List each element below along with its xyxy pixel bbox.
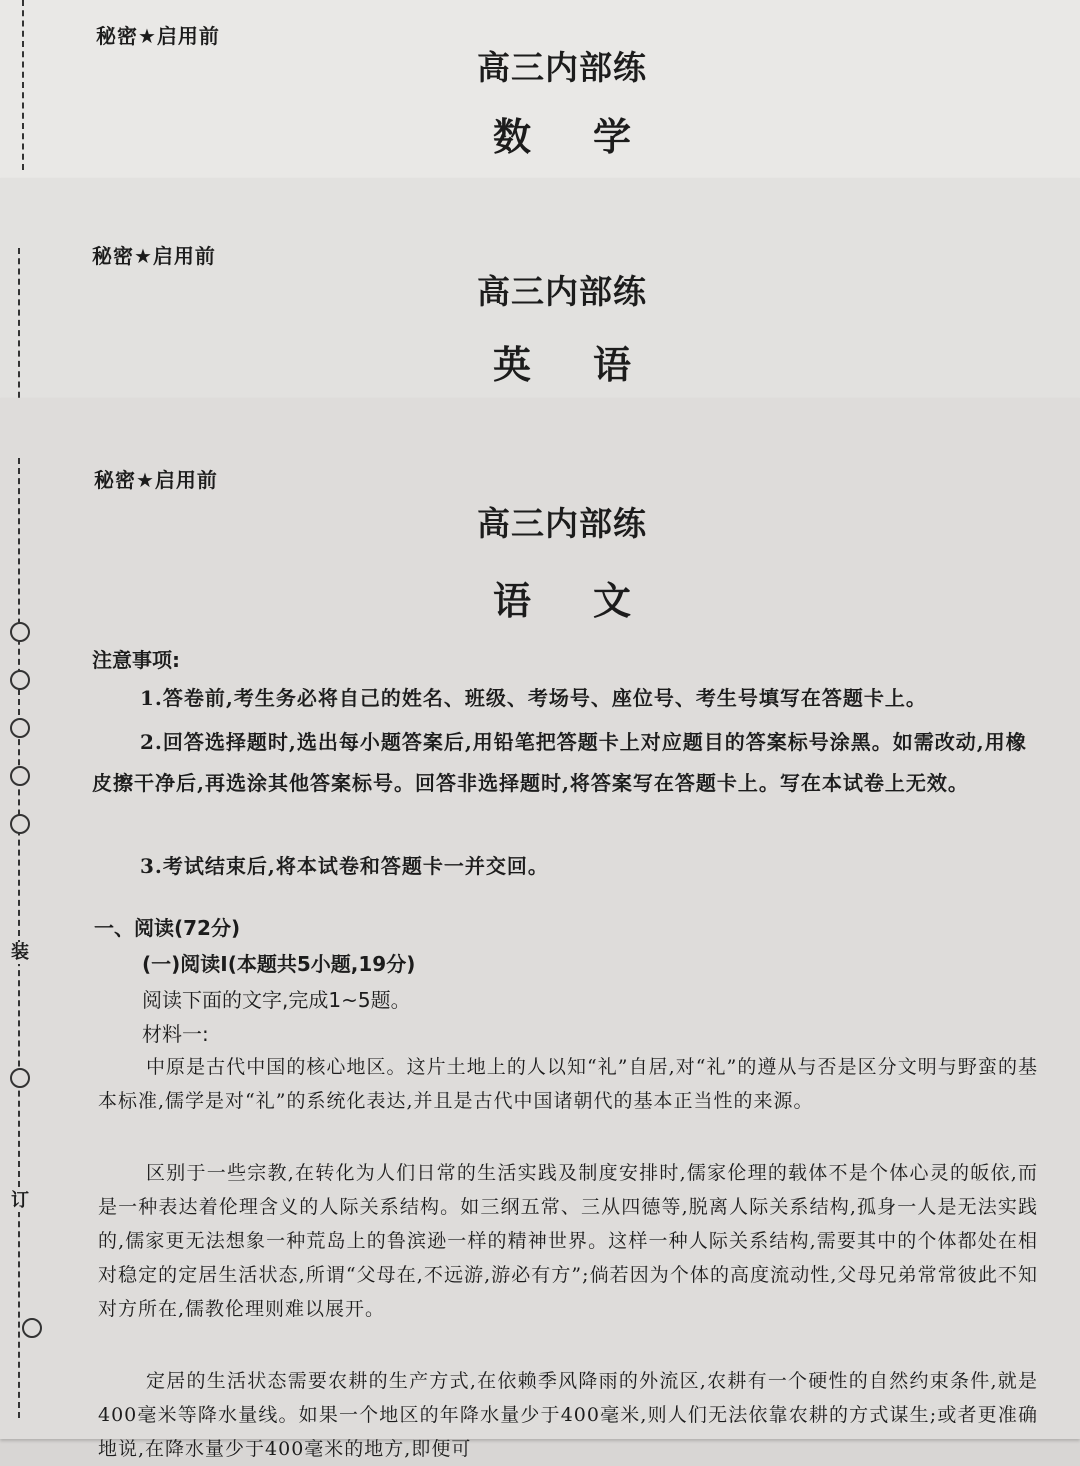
binding-hole	[10, 814, 30, 834]
subject-title: 英语	[492, 343, 693, 387]
binding-mark-ding: 订	[11, 1190, 29, 1211]
subject-title: 数学	[492, 115, 693, 159]
binding-hole	[10, 766, 30, 786]
subsection-title: (一)阅读Ⅰ(本题共5小题,19分)	[142, 952, 416, 976]
binding-hole	[10, 622, 30, 642]
section-title: 一、阅读(72分)	[94, 916, 241, 940]
english-exam-sheet	[0, 178, 1080, 418]
binding-dash-line	[18, 248, 20, 408]
notice-item-3: 3.考试结束后,将本试卷和答题卡一并交回。	[140, 854, 549, 878]
secret-mark: 秘密★启用前	[92, 244, 216, 268]
binding-hole	[22, 1318, 42, 1338]
secret-mark: 秘密★启用前	[96, 24, 220, 48]
notice-title: 注意事项:	[92, 648, 180, 672]
material-label: 材料一:	[142, 1022, 209, 1046]
chinese-exam-sheet	[0, 398, 1080, 1460]
exam-series-title: 高三内部练	[477, 272, 647, 311]
reading-instruction: 阅读下面的文字,完成1~5题。	[142, 988, 411, 1012]
reading-paragraph-1: 中原是古代中国的核心地区。这片土地上的人以知“礼”自居,对“礼”的遵从与否是区分文明与野蛮的基本标准,儒学是对“礼”的系统化表达,并且是古代中国诸朝代的基本正当性的来源。	[98, 1056, 1038, 1112]
binding-dash-line	[18, 458, 20, 1418]
binding-dash-line	[22, 0, 24, 170]
secret-mark: 秘密★启用前	[94, 468, 218, 492]
binding-hole	[10, 670, 30, 690]
binding-mark-zhuang: 装	[11, 942, 29, 963]
exam-series-title: 高三内部练	[477, 48, 647, 87]
reading-paragraph-2: 区别于一些宗教,在转化为人们日常的生活实践及制度安排时,儒家伦理的载体不是个体心灵的皈依,而是一种表达着伦理含义的人际关系结构。如三纲五常、三从四德等,脱离人际关系结构,孤身一人是无法实践的,儒家更无法想象一种荒岛上的鲁滨逊一样的精神世界。这样一种人际关系结构,需要其中的个体都处在相对稳定的定居生活状态,所谓“父母在,不远游,游必有方”;倘若因为个体的高度流动性,父母兄弟常常彼此不知对方所在,儒教伦理则难以展开。	[98, 1162, 1038, 1320]
reading-paragraph-3: 定居的生活状态需要农耕的生产方式,在依赖季风降雨的外流区,农耕有一个硬性的自然约束条件,就是400毫米等降水量线。如果一个地区的年降水量少于400毫米,则人们无法依靠农耕的方式谋生;或者更准确地说,在降水量少于400毫米的地方,即便可	[98, 1370, 1038, 1460]
binding-hole	[10, 718, 30, 738]
subject-title: 语文	[492, 579, 693, 623]
exam-series-title: 高三内部练	[477, 504, 647, 543]
math-exam-sheet	[0, 0, 1080, 200]
notice-item-1: 1.答卷前,考生务必将自己的姓名、班级、考场号、座位号、考生号填写在答题卡上。	[140, 686, 927, 710]
notice-item-2: 2.回答选择题时,选出每小题答案后,用铅笔把答题卡上对应题目的答案标号涂黑。如需改动,用橡皮擦干净后,再选涂其他答案标号。回答非选择题时,将答案写在答题卡上。写在本试卷上无效。	[92, 730, 1027, 795]
binding-hole	[10, 1068, 30, 1088]
